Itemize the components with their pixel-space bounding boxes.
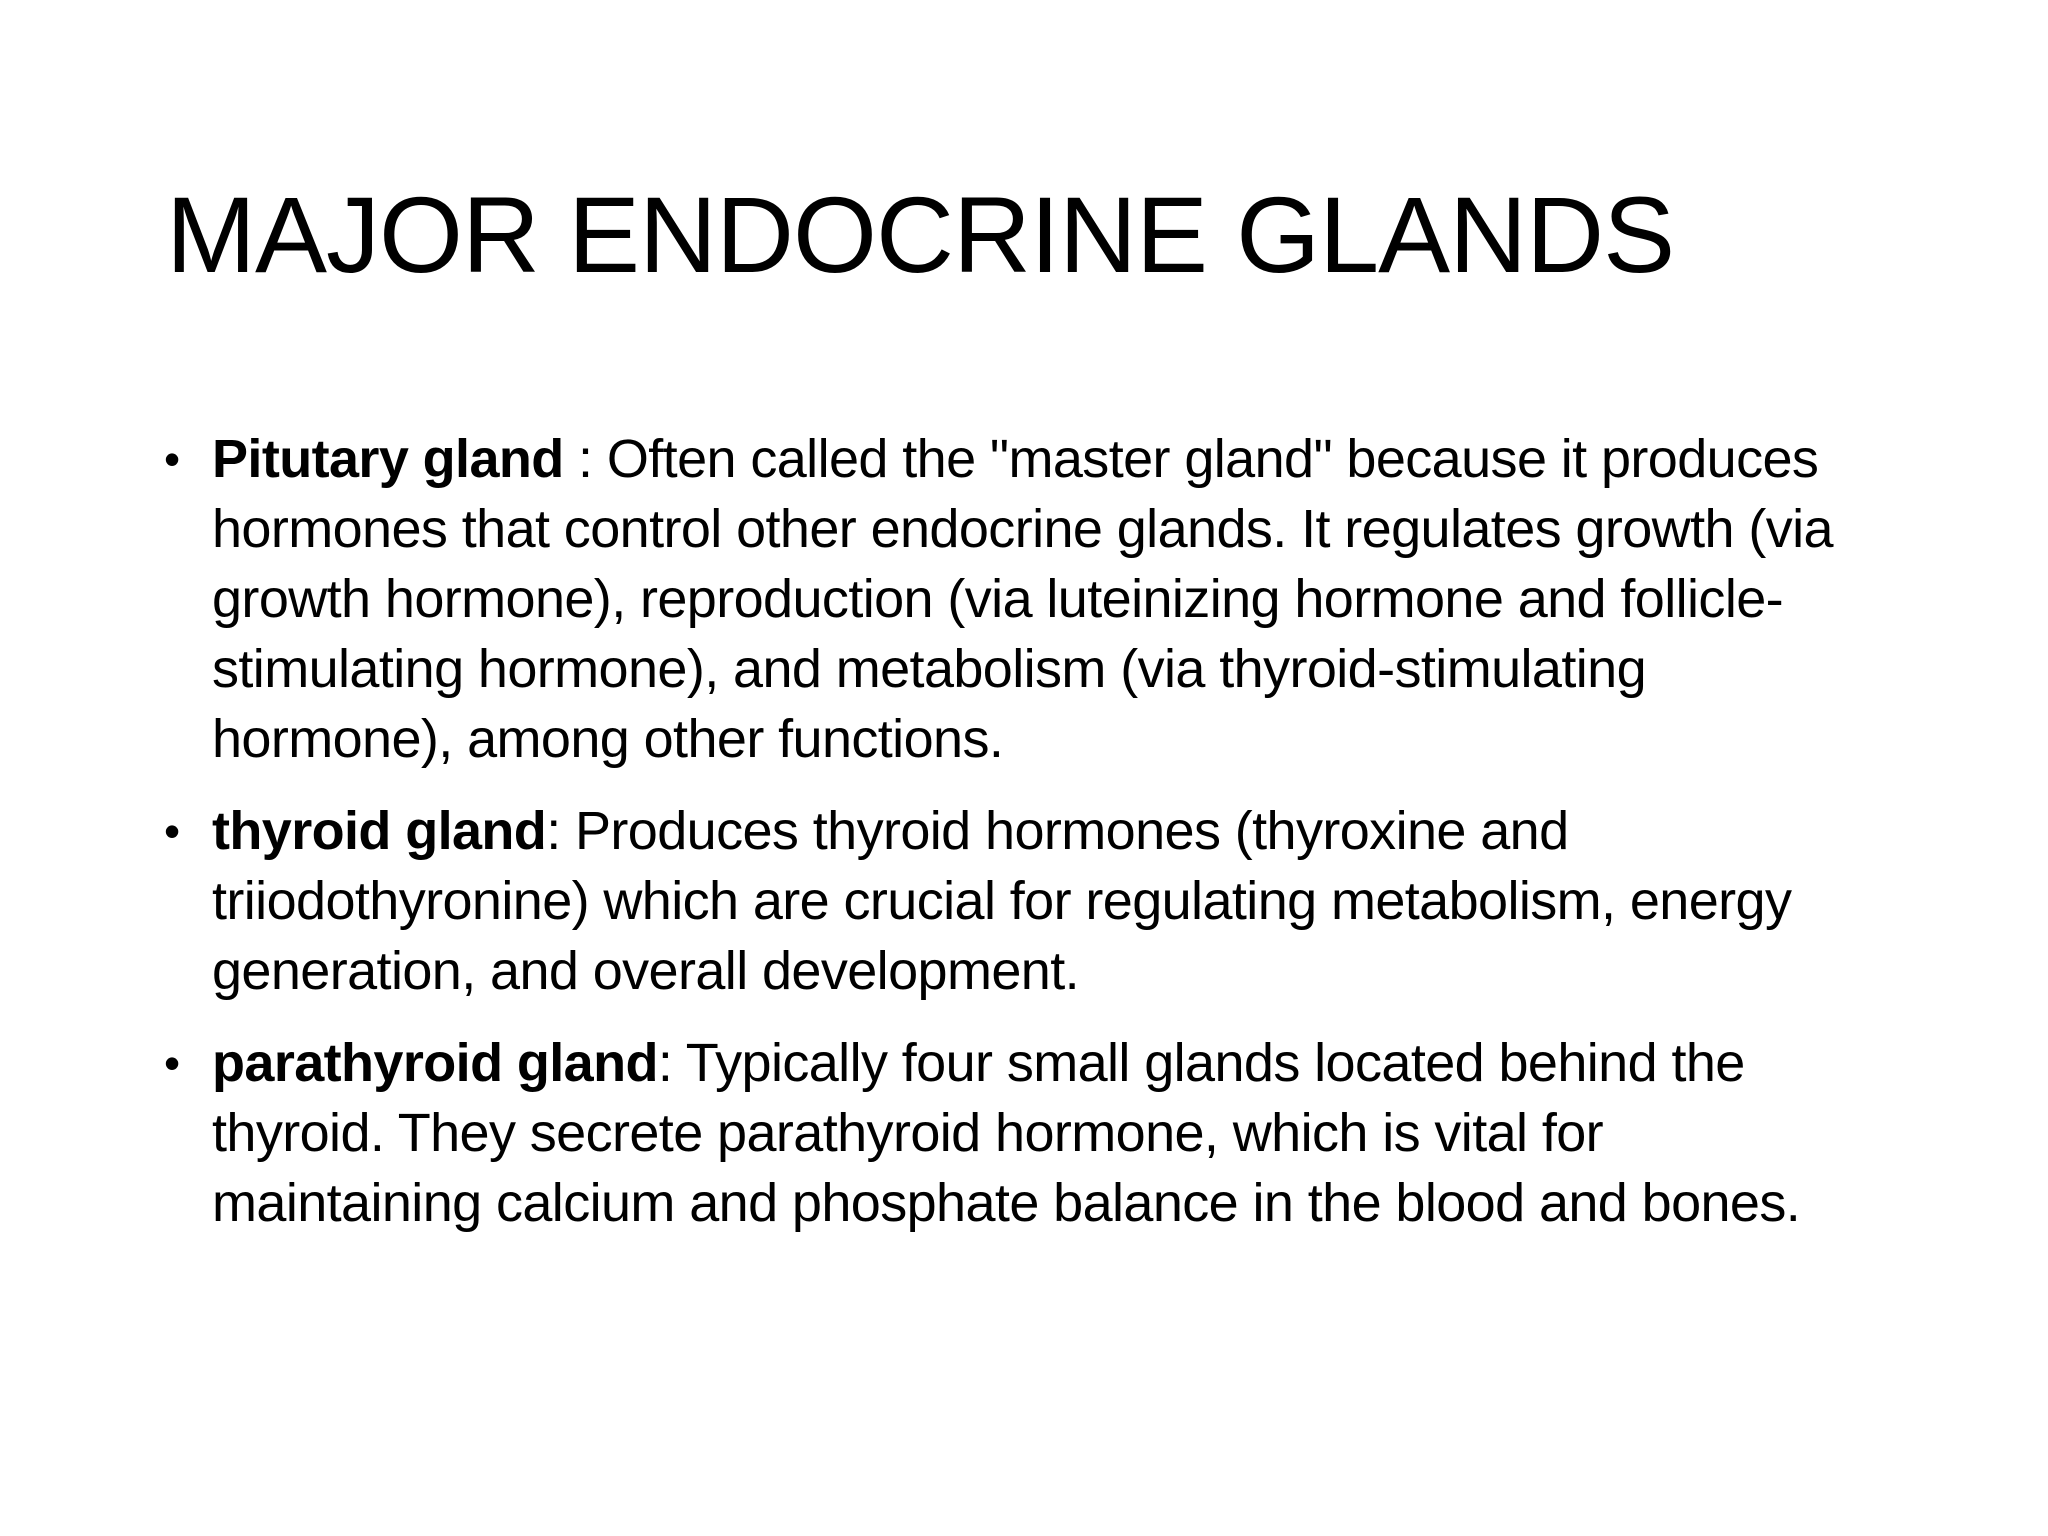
bullet-thyroid-gland: [160, 796, 1880, 1006]
bullet-separator: :: [563, 429, 607, 489]
bullet-marker: •: [164, 1037, 180, 1089]
bullet-term: thyroid gland: [212, 801, 547, 861]
bullet-marker: •: [164, 805, 180, 857]
bullet-list: [160, 424, 1880, 1260]
bullet-text: Typically four small glands located behind the thyroid. They secrete parathyroid hormone, which is vital for maintaining calcium and phosphate balance in the blood and bones.: [212, 1033, 1801, 1233]
slide-title: MAJOR ENDOCRINE GLANDS: [166, 174, 1675, 295]
bullet-separator: :: [657, 1033, 686, 1093]
bullet-pituitary-gland: [160, 424, 1880, 774]
bullet-text: Produces thyroid hormones (thyroxine and triiodothyronine) which are crucial for regulating metabolism, energy generation, and overall development.: [212, 801, 1792, 1001]
bullet-marker: •: [164, 433, 180, 485]
bullet-term: Pitutary gland: [212, 429, 564, 489]
bullet-separator: :: [546, 801, 575, 861]
bullet-text: Often called the "master gland" because it produces hormones that control other endocrine glands. It regulates growth (via growth hormone), reproduction (via luteinizing hormone and follicle-stimulating hormone), and metabolism (via thyroid-stimulating hormone), among other functions.: [212, 429, 1833, 769]
bullet-parathyroid-gland: [160, 1028, 1880, 1238]
bullet-term: parathyroid gland: [212, 1033, 658, 1093]
